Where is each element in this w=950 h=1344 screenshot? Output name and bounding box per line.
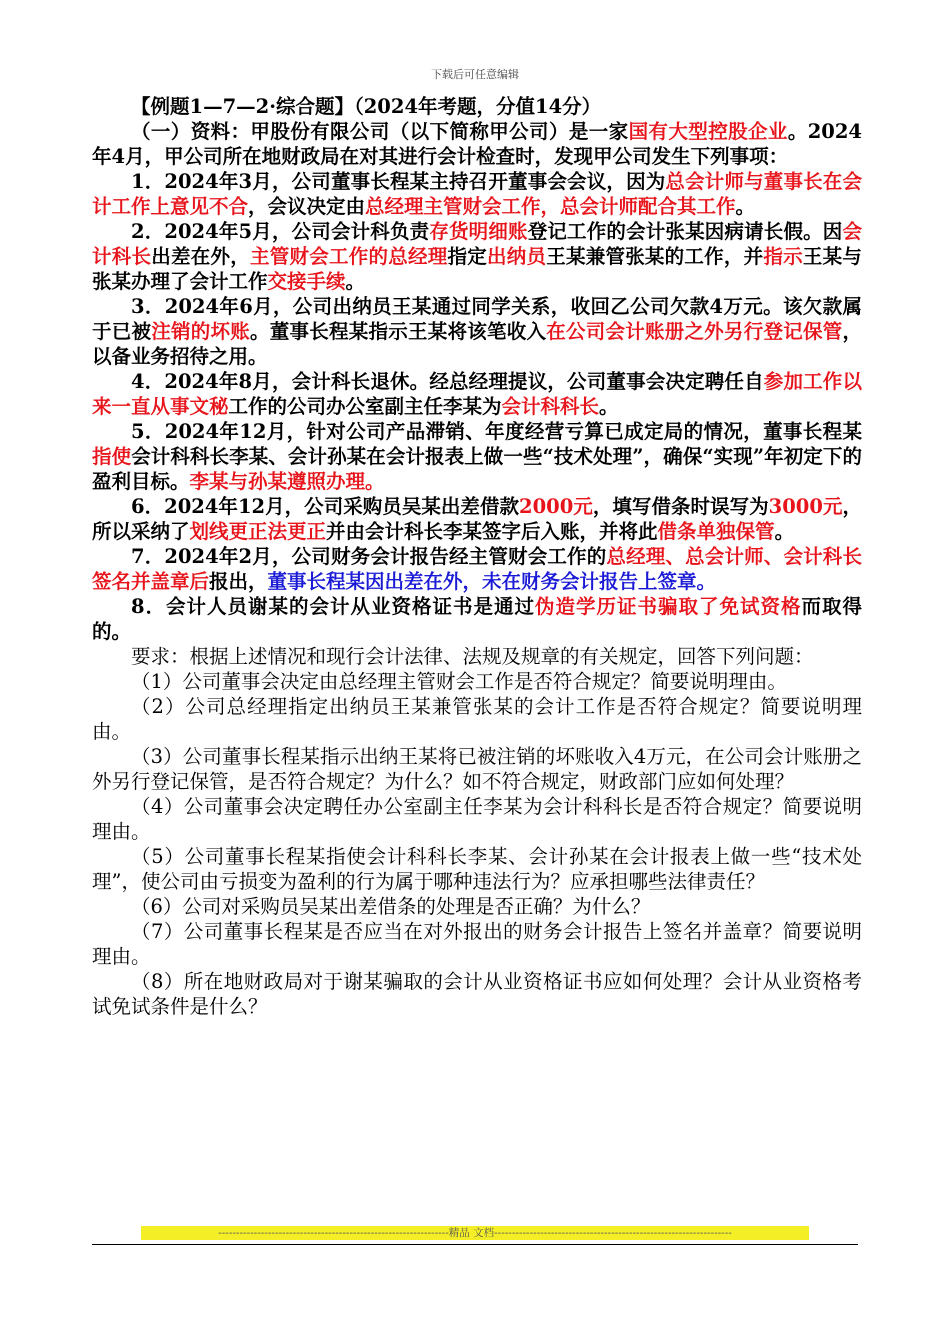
document-body <box>92 94 862 1019</box>
item-6: 6．2024年12月，公司采购员吴某出差借款2000元，填写借条时误写为3000元，所以采纳了划线更正法更正并由会计科长李某签字后入账，并将此借条单独保管。 <box>92 495 862 543</box>
item-5: 5．2024年12月，针对公司产品滞销、年度经营亏算已成定局的情况，董事长程某指使会计科科长李某、会计孙某在会计报表上做一些“技术处理”，确保“实现”年初定下的盈利目标。李某与孙某遵照办理。 <box>92 420 862 493</box>
exercise-title: 【例题1—7—2·综合题】（2024年考题，分值14分） <box>131 95 602 118</box>
item-2: 2．2024年5月，公司会计科负责存货明细账登记工作的会计张某因病请长假。因会计科长出差在外，主管财会工作的总经理指定出纳员王某兼管张某的工作，并指示王某与张某办理了会计工作交接手续。 <box>92 220 862 293</box>
item-8: 8．会计人员谢某的会计从业资格证书是通过伪造学历证书骗取了免试资格而取得的。 <box>92 595 862 643</box>
requirement: 要求：根据上述情况和现行会计法律、法规及规章的有关规定，回答下列问题： <box>131 645 814 668</box>
footer-divider <box>92 1244 858 1245</box>
question-4: （4）公司董事会决定聘任办公室副主任李某为会计科科长是否符合规定？简要说明理由。 <box>92 795 862 843</box>
footer-banner: -----------------------------------------------------------------精品 文档------------------------------------------------------------------- <box>141 1226 809 1240</box>
item-7: 7．2024年2月，公司财务会计报告经主管财会工作的总经理、总会计师、会计科长签名并盖章后报出，董事长程某因出差在外，未在财务会计报告上签章。 <box>92 545 862 593</box>
question-6: （6）公司对采购员吴某出差借条的处理是否正确？为什么？ <box>131 895 651 918</box>
question-1: （1）公司董事会决定由总经理主管财会工作是否符合规定？简要说明理由。 <box>131 670 787 693</box>
question-5: （5）公司董事长程某指使会计科科长李某、会计孙某在会计报表上做一些“技术处理”，使公司由亏损变为盈利的行为属于哪种违法行为？应承担哪些法律责任？ <box>92 845 862 893</box>
item-3: 3．2024年6月，公司出纳员王某通过同学关系，收回乙公司欠款4万元。该欠款属于已被注销的坏账。董事长程某指示王某将该笔收入在公司会计账册之外另行登记保管，以备业务招待之用。 <box>92 295 862 368</box>
intro-paragraph: （一）资料：甲股份有限公司（以下简称甲公司）是一家国有大型控股企业。2024年4月，甲公司所在地财政局在对其进行会计检查时，发现甲公司发生下列事项： <box>92 120 862 168</box>
item-1: 1．2024年3月，公司董事长程某主持召开董事会会议，因为总会计师与董事长在会计工作上意见不合，会议决定由总经理主管财会工作，总会计师配合其工作。 <box>92 170 862 218</box>
question-7: （7）公司董事长程某是否应当在对外报出的财务会计报告上签名并盖章？简要说明理由。 <box>92 920 862 968</box>
header-note: 下载后可任意编辑 <box>431 68 519 81</box>
question-8: （8）所在地财政局对于谢某骗取的会计从业资格证书应如何处理？会计从业资格考试免试条件是什么？ <box>92 970 862 1018</box>
item-4: 4．2024年8月，会计科长退休。经总经理提议，公司董事会决定聘任自参加工作以来一直从事文秘工作的公司办公室副主任李某为会计科科长。 <box>92 370 862 418</box>
question-2: （2）公司总经理指定出纳员王某兼管张某的会计工作是否符合规定？简要说明理由。 <box>92 695 862 743</box>
question-3: （3）公司董事长程某指示出纳王某将已被注销的坏账收入4万元，在公司会计账册之外另行登记保管，是否符合规定？为什么？如不符合规定，财政部门应如何处理？ <box>92 745 862 793</box>
